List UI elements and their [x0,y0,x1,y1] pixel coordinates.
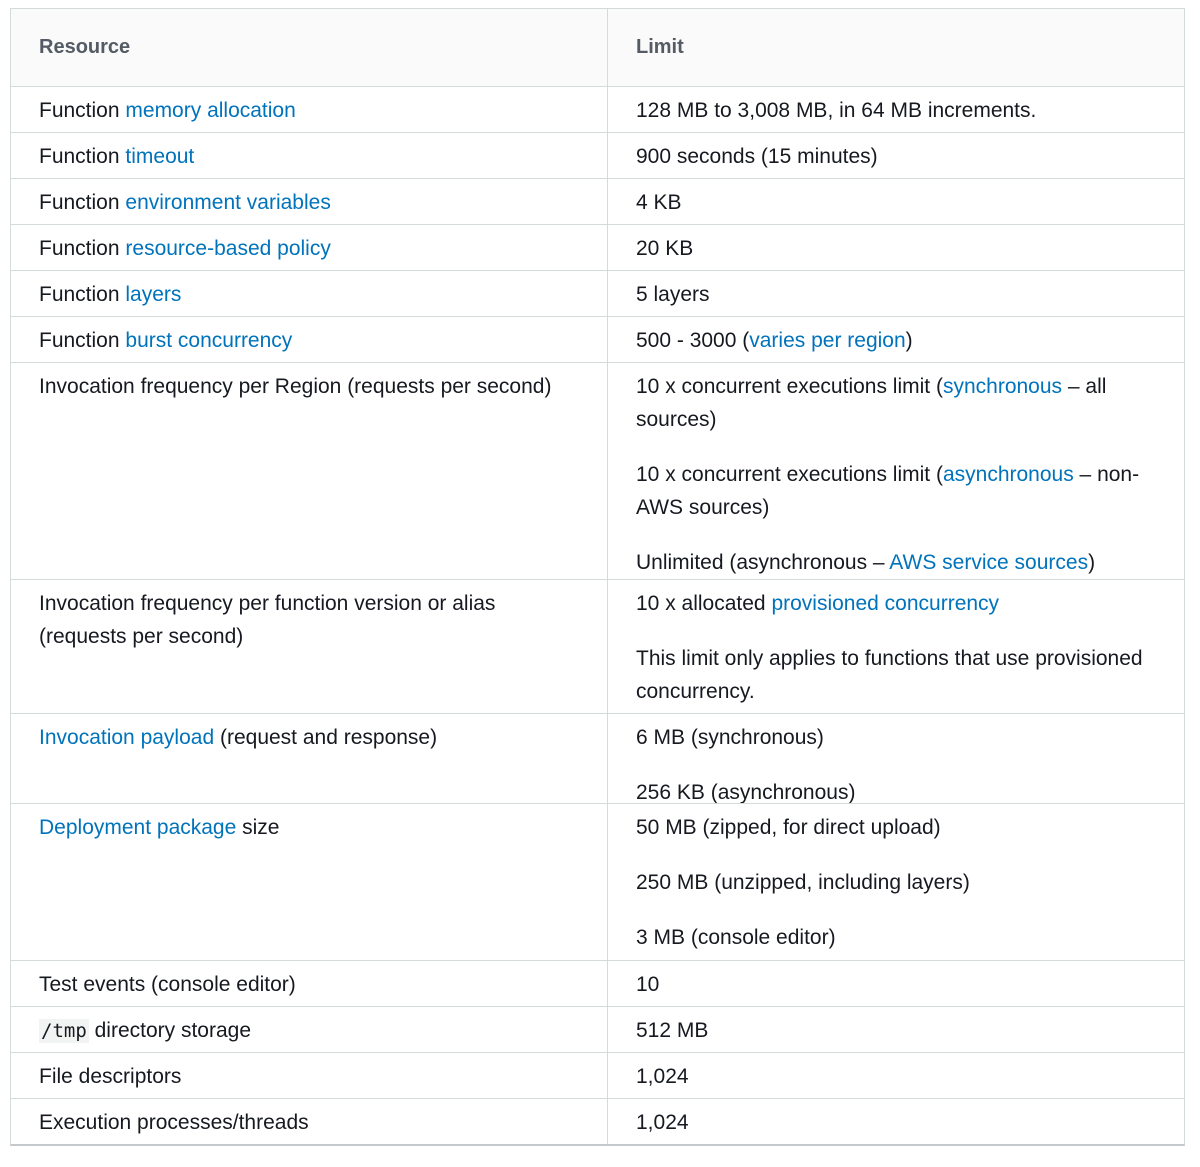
resource-prefix: Function [39,329,126,352]
provisioned-concurrency-link[interactable]: provisioned concurrency [771,592,1000,615]
limit-text: 10 x concurrent executions limit ( [636,375,943,398]
table-row [11,714,1184,804]
varies-per-region-link[interactable]: varies per region [749,329,906,352]
resource-cell [11,804,608,960]
resource-prefix: Function [39,283,126,306]
aws-service-sources-link[interactable]: AWS service sources [889,551,1089,574]
limit-cell: 10 [636,973,660,996]
limit-cell: 20 KB [636,237,694,260]
limit-paragraph: This limit only applies to functions that use provisioned concurrency. [636,647,1143,703]
resource-prefix: Function [39,99,126,122]
column-header-limit: Limit [636,36,684,58]
invocation-payload-link[interactable]: Invocation payload [39,726,215,749]
deployment-package-link[interactable]: Deployment package [39,816,237,839]
table-row [11,961,1184,1007]
table-row [11,271,1184,317]
burst-concurrency-link[interactable]: burst concurrency [125,329,293,352]
table-row [11,804,1184,961]
limit-paragraph: 256 KB (asynchronous) [636,781,856,803]
resource-prefix: Function [39,191,126,214]
limit-paragraph: 6 MB (synchronous) [636,726,824,749]
layers-link[interactable]: layers [125,283,182,306]
table-row [11,317,1184,363]
limit-cell: 5 layers [636,283,710,306]
limit-paragraph [636,587,1156,620]
resource-suffix: directory storage [88,1019,252,1042]
table-row [11,363,1184,580]
table-header-row [11,9,1184,87]
resource-cell [11,1007,608,1052]
resource-cell [11,714,608,803]
resource-cell [11,133,608,178]
limit-cell: 1,024 [636,1111,689,1134]
limit-cell: 128 MB to 3,008 MB, in 64 MB increments. [636,99,1037,122]
limit-paragraph: 50 MB (zipped, for direct upload) [636,816,941,839]
limit-cell [608,580,1184,713]
limit-cell: 1,024 [636,1065,689,1088]
table-row [11,179,1184,225]
table-row [11,580,1184,714]
table-row [11,1053,1184,1099]
limit-text: 10 x concurrent executions limit ( [636,463,943,486]
limit-text: – all sources) [636,375,1107,431]
table-row [11,133,1184,179]
memory-allocation-link[interactable]: memory allocation [125,99,296,122]
limit-paragraph [636,546,1156,579]
synchronous-link[interactable]: synchronous [942,375,1063,398]
resource-cell [11,271,608,316]
limit-cell [608,317,1184,362]
column-header-resource: Resource [11,9,608,86]
resource-cell: Execution processes/threads [11,1099,608,1144]
asynchronous-link[interactable]: asynchronous [942,463,1074,486]
table-row [11,87,1184,133]
limit-paragraph [636,458,1156,524]
resource-prefix: Function [39,145,126,168]
limit-cell [608,363,1184,579]
resource-cell [11,87,608,132]
resource-cell: File descriptors [11,1053,608,1098]
tmp-path-code: /tmp [41,1020,87,1042]
resource-based-policy-link[interactable]: resource-based policy [125,237,331,260]
limit-text: ) [1088,551,1096,574]
resource-cell [11,179,608,224]
limit-paragraph: 250 MB (unzipped, including layers) [636,871,970,894]
resource-cell [11,317,608,362]
limit-text: 500 - 3000 ( [636,329,750,352]
limit-text: – non-AWS sources) [636,463,1140,519]
limit-text: ) [905,329,913,352]
resource-suffix: size [236,816,280,839]
limit-paragraph [636,370,1156,436]
table-row [11,1007,1184,1053]
limit-cell [608,804,1184,960]
limits-table [10,8,1185,1146]
resource-cell: Test events (console editor) [11,961,608,1006]
limit-paragraph: 3 MB (console editor) [636,926,836,949]
resource-prefix: Function [39,237,126,260]
timeout-link[interactable]: timeout [125,145,195,168]
environment-variables-link[interactable]: environment variables [125,191,331,214]
resource-cell: Invocation frequency per function version or alias (requests per second) [11,580,608,713]
resource-cell: Invocation frequency per Region (requests per second) [11,363,608,579]
table-row [11,1099,1184,1144]
limit-cell [608,714,1184,803]
limit-cell: 512 MB [636,1019,709,1042]
limit-text: Unlimited (asynchronous – [636,551,890,574]
table-row [11,225,1184,271]
limit-text: 10 x allocated [636,592,772,615]
limit-cell: 900 seconds (15 minutes) [636,145,878,168]
limit-cell: 4 KB [636,191,682,214]
resource-cell [11,225,608,270]
resource-suffix: (request and response) [214,726,438,749]
